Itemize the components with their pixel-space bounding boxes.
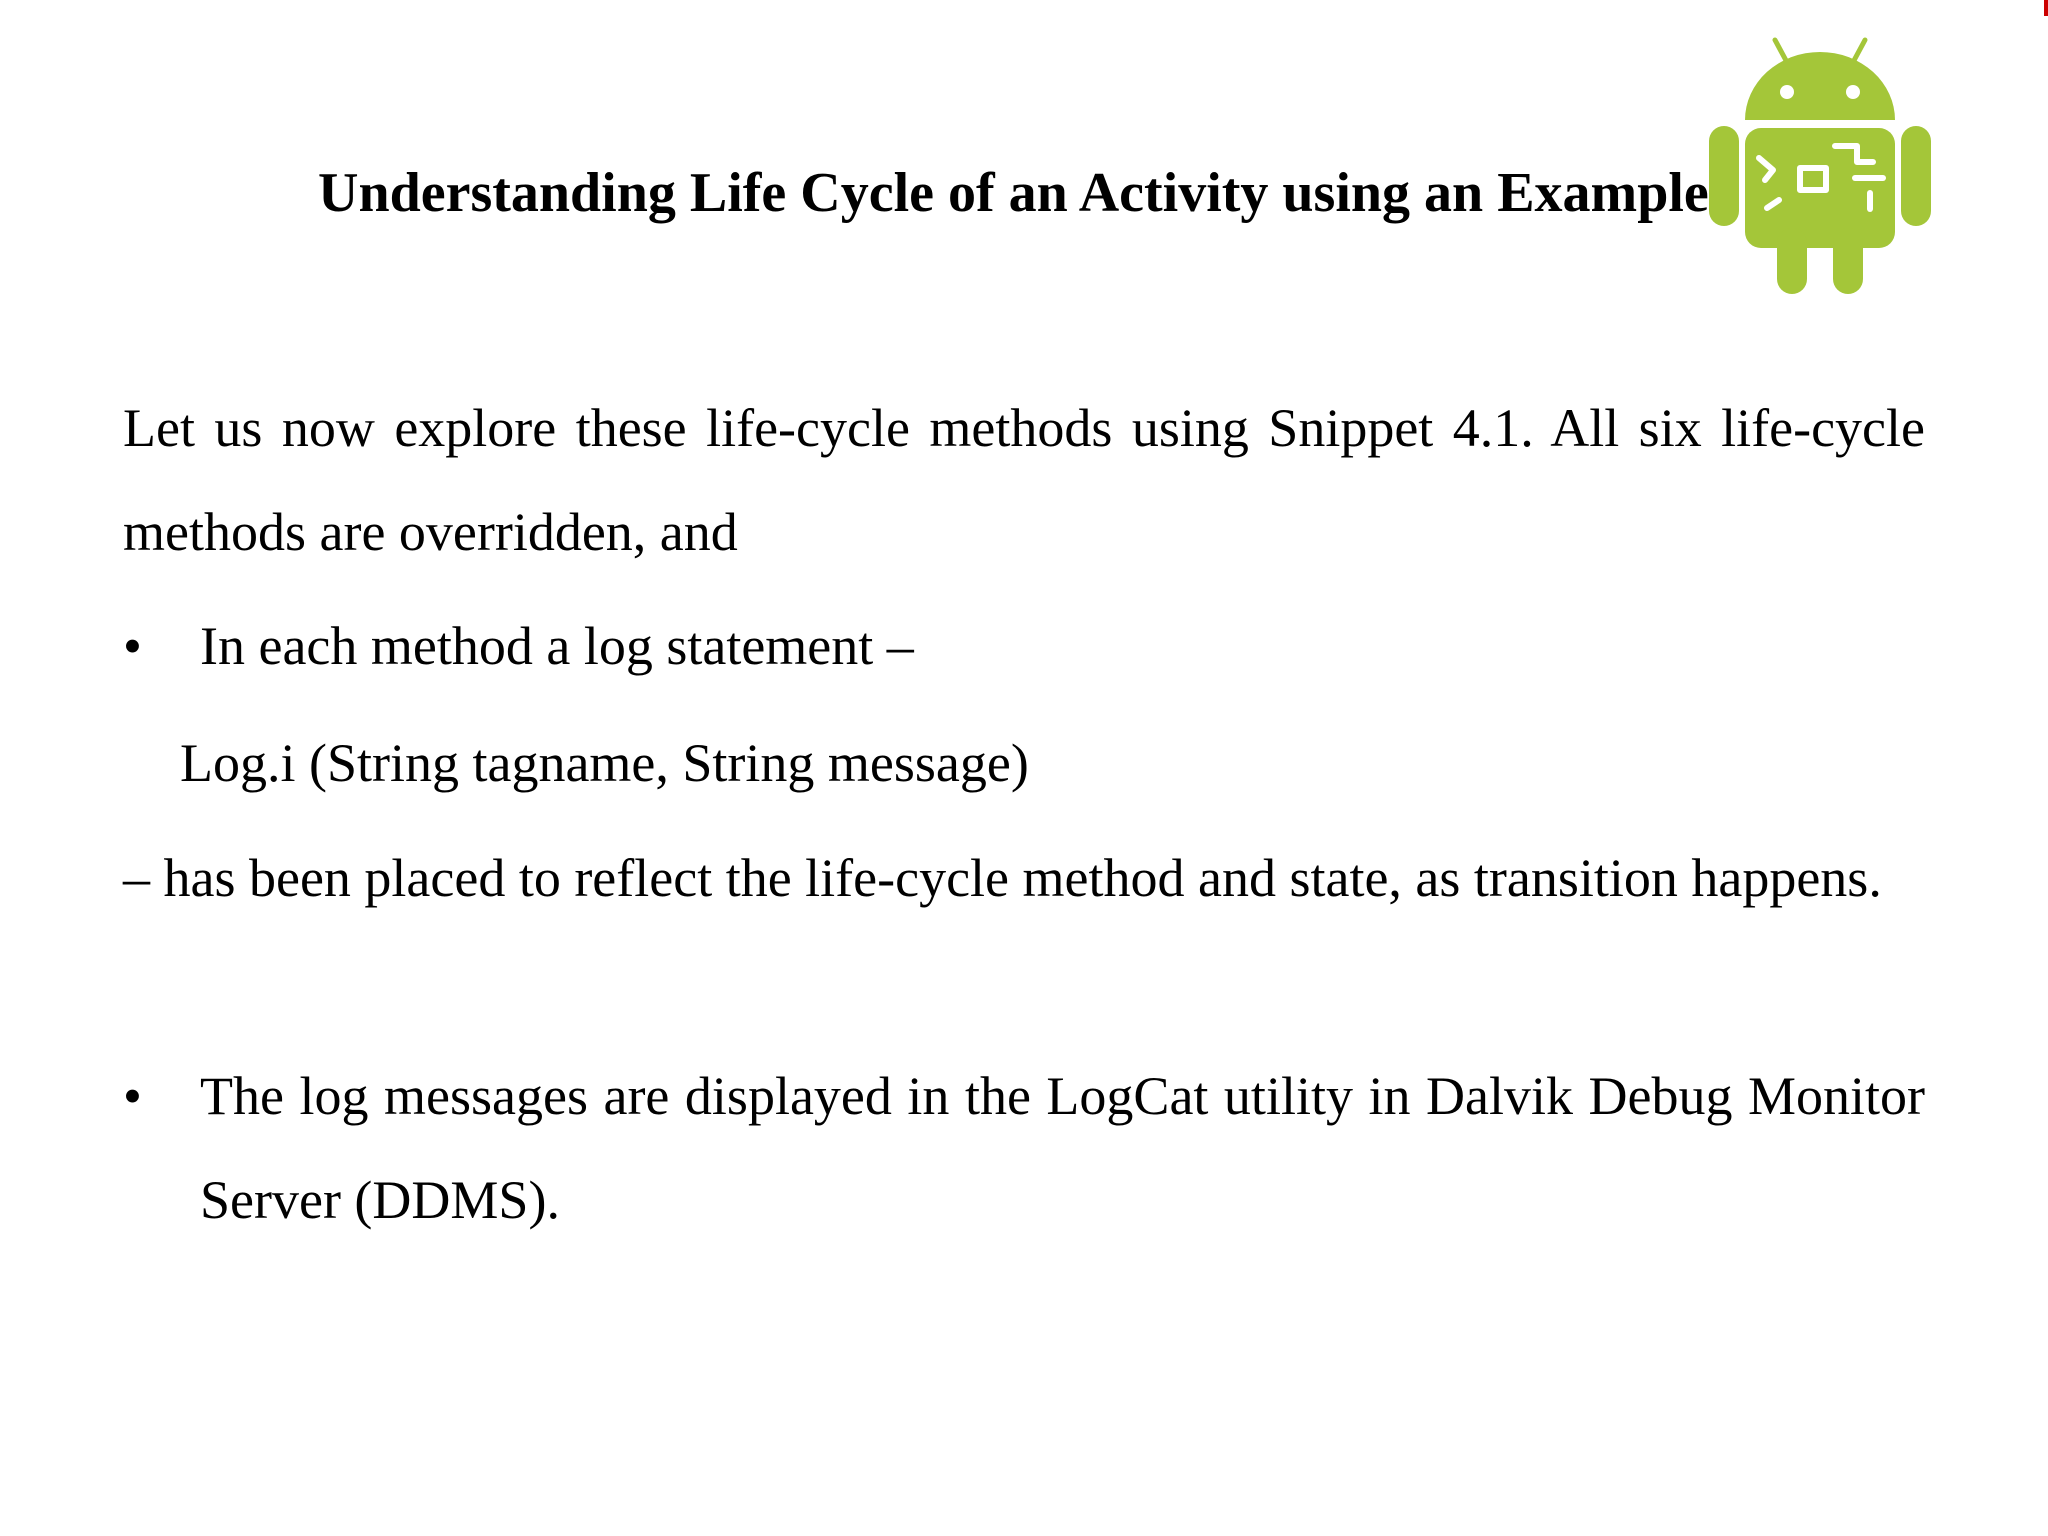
paragraph-transition: – has been placed to reflect the life-cycle method and state, as transition happens. xyxy=(123,848,1882,908)
bullet-text: The log messages are displayed in the LogCat utility in Dalvik Debug Monitor Server (DDMS). xyxy=(200,1066,1925,1230)
bullet-text: In each method a log statement – xyxy=(200,616,914,676)
android-robot-icon xyxy=(1705,28,1935,298)
bullet-glyph: • xyxy=(123,616,142,676)
bullet-item-logcat xyxy=(123,1044,1925,1252)
slide-title: Understanding Life Cycle of an Activity using an Example xyxy=(318,162,1709,224)
bullet-item-log-statement xyxy=(123,594,1925,698)
corner-mark xyxy=(2044,0,2048,16)
code-snippet-line: Log.i (String tagname, String message) xyxy=(180,733,1029,793)
bullet-glyph: • xyxy=(123,1066,142,1126)
paragraph-intro: Let us now explore these life-cycle methods using Snippet 4.1. All six life-cycle methods are overridden, and xyxy=(123,398,1925,562)
